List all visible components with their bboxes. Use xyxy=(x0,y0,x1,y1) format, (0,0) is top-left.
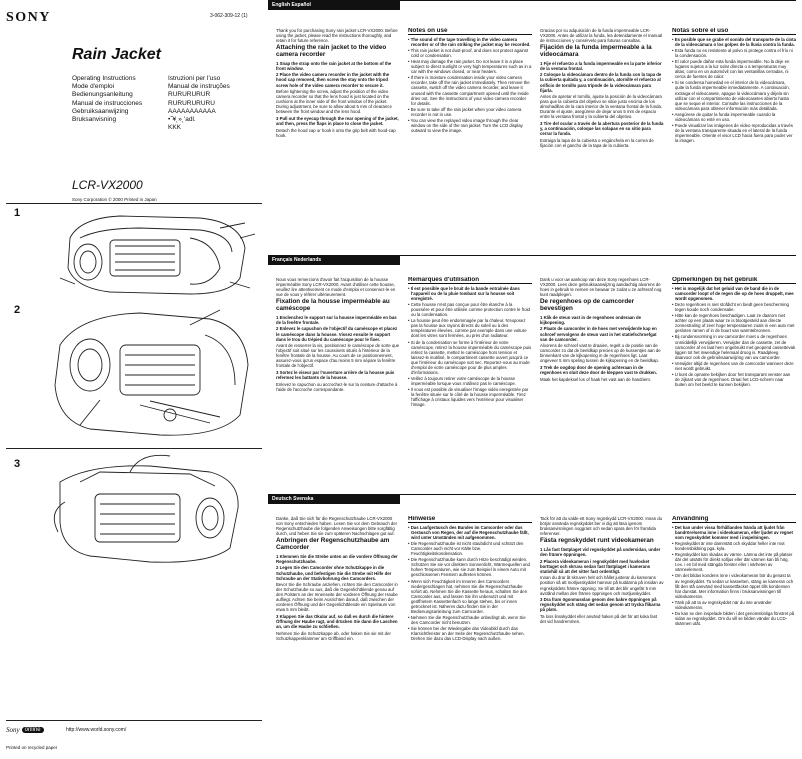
language-item: Gebruiksaanwijzing xyxy=(72,107,129,115)
language-item: Operating Instructions xyxy=(72,75,136,82)
step-3: 3 Sortez le viseur par l'ouverture arrière de la housse puis refermez les battants de la housse. xyxy=(276,370,395,381)
note-item: • Si se condensa humedad en el interior de la videocámara, quite la funda impermeable inmediatamente. A continuación, extraiga el videocasete, apague la videocámara y déjela sin utilizar con el compartimiento de videocasetes abierto hasta que se seque el interior. Consulte las instrucciones de la videocámara para obtener información más detallada. xyxy=(672,80,796,110)
divider xyxy=(532,0,796,1)
step-3-detail: Detach the hood cap or hook it onto the grip belt with hood-cap hook. xyxy=(276,127,396,138)
note-item: • If there is moisture condensation inside your video camera recorder, take off the rain jacket immediately. Then remove the cassette, switch off the video camera recorder, and leave it unused with the cassette compartment opened until the inside dries out. See the instructions of your video camera recorder for details. xyxy=(408,75,532,105)
english-instructions xyxy=(276,28,400,243)
step-2: 2 Place the video camera recorder in the jacket with the hood cap removed, then screw the stay onto the tripod screw hole of the video camera recorder to secure it. xyxy=(276,72,390,88)
french-notes xyxy=(408,277,532,482)
step-2-detail: Antes de apretar el tornillo, ajuste la posición de la videocámara para que la cubierta del objetivo se sitúe justo encima de los almohadillas de la cara interior de la ventana frontal de la funda. Durante el ajuste, asegúrese de dejar unos 5 mm de espacio entre la ventana frontal y la cubierta del objetivo. xyxy=(540,94,663,120)
note-item: • La housse peut être endommagée par la chaleur. N'exposez pas la housse aux rayons directs du soleil ou à des températures élevées, comme par exemple dans une voiture dont les vitres sont fermées, ou près d'un radiateur. xyxy=(408,318,532,338)
document-number: 3-062-309-12 (1) xyxy=(210,13,248,19)
intro-text: Thank you for purchasing Sony rain jacket LCR-VX2000. Before using the jacket, please read the instructions thoroughly, and retain it for future reference. xyxy=(276,28,398,44)
model-number: LCR-VX2000 xyxy=(72,178,143,192)
language-item: Mode d'emploi xyxy=(72,83,115,91)
step-3-detail: Nehmen Sie die Schutzkappe ab, oder haken Sie sie mit der Schutzkappenklammer am Griffband ein. xyxy=(276,630,391,641)
step-2: 2 Coloque la videocámara dentro de la funda con la tapa de la cubierta quitada y, a continuación, atornille el refuerzo al orificio de tornillo para trípode de la videocámara para fijarla. xyxy=(540,72,662,93)
figure-1-illustration xyxy=(40,208,260,300)
note-item: • Puede visualizar las imágenes de vídeo reproducidas a través de la ventana transparente situada en el lateral de la funda impermeable. Oriente el visor LCD hacia fuera para poder ver la imagen. xyxy=(672,123,796,143)
note-item: • Tänk på att ta av regnskyddet när du inte använder videokameran. xyxy=(672,600,796,610)
step-1: 1 Enclenchez le support sur la housse imperméable en bas de la fenêtre frontale. xyxy=(276,314,397,325)
step-1: 1 Snap the strap onto the rain jacket at the bottom of the front window. xyxy=(276,60,392,71)
section-heading: Anbringen der Regenschutzhaube am Camcorder xyxy=(276,537,390,551)
online-badge: online xyxy=(22,727,44,733)
figure-3-illustration xyxy=(40,452,260,572)
french-instructions xyxy=(276,277,400,482)
language-item: RURURURUR xyxy=(168,91,211,99)
divider xyxy=(6,203,262,204)
note-item: • Du kan se den inspelade bilden i det genomskinliga fönstret på sidan av regnskyddet. Om du vill se bilden vänder du LCD-skärmen utåt. xyxy=(672,611,796,626)
note-item: • Bij condensvorming in uw camcorder moet u de regenhoes onmiddellijk verwijderen. Verwijder dan de cassette, zet de camcorder af en laat hem ongebruikt met geopend cassettevak liggen tot het inwendige helemaal droog is. Raadpleeg daarvoor ook de gebruiksaanwijzing van uw camcorder. xyxy=(672,334,796,359)
note-item: • U kunt de opname bekijken door het transparant venster aan de zijkant van de regenhoes. Draai het LCD-scherm naar buiten om het beeld te kunnen bekijken. xyxy=(672,372,796,387)
step-2: 2 Placera videokameran i regnskyddet med huvlocket borttaget och skruva sedan fast fästplaget i kamerans stativhål så att det sitter fast ordentligt. xyxy=(540,558,651,574)
note-item: • El calor puede dañar esta funda impermeable. No la deje en lugares sujetos a la luz solar directa o a temperaturas muy altas, como en un automóvil con las ventanillas cerradas, ni cerca de fuentes de calor. xyxy=(672,59,796,79)
note-item: • This rain jacket is not dust-proof, and does not protect against cold or condensation. xyxy=(408,48,532,58)
step-2: 2 Legen Sie den Camcorder ohne Schutzkappe in die Schutzhaube, und befestigen Sie die Strebe mit Hilfe der Schraube an der Stativbohrung des Camcorders. xyxy=(276,565,392,581)
notes-heading: Användning xyxy=(672,516,796,523)
step-2-detail: Avant de resserrer la vis, positionnez le caméscope de sorte que l'objectif soit situé sur les coussinets situés à l'intérieur de la fenêtre frontale de la housse. Au cours de ce positionnement, assurez-vous qu'un espace d'au moins 5 mm sépare la fenêtre frontale de l'objectif. xyxy=(276,343,400,369)
step-1: 1 Klemmen Sie die Strebe unten an die vordere Öffnung der Regenschutzhaube. xyxy=(276,553,398,564)
figure-number-1: 1 xyxy=(14,207,21,219)
intro-text: Nous vous remercions d'avoir fait l'acquisition de la housse imperméable Sony LCR-VX2000. Avant d'utiliser cette housse, veuillez lire attentivement ce mode d'emploi et conservez-le en vue de vous y référer ultérieurement. xyxy=(276,277,396,298)
step-3-detail: Ta loss linsskyddet eller använd haken på det för att koka fast det vid handremmen. xyxy=(540,613,658,624)
note-item: • The sound of the tape travelling in the video camera recorder or of the rain striking the jacket may be recorded. xyxy=(408,37,532,47)
section-heading: Fijación de la funda impermeable a la videocámara xyxy=(540,44,652,58)
divider xyxy=(400,494,796,495)
language-item: Manual de instruções xyxy=(168,83,230,91)
note-item: • Heat may damage the rain jacket. Do not leave it in a place subject to direct sunlight or very high temperatures such as in a car with the windows closed, or near heaters. xyxy=(408,59,532,74)
note-item: • Si de la condensation se forme à l'intérieur de votre caméscope, retirez la housse imperméable du caméscope puis retirez la cassette, mettez le caméscope hors tension et laissez-le inutilisé, le compartiment cassette ouvert jusqu'à ce que l'intérieur du caméscope soit sec. Reportez-vous au mode d'emploi de votre caméscope pour de plus amples d'informations. xyxy=(408,340,532,375)
language-item: •˝¥˛»˛'adl. xyxy=(168,116,196,124)
step-3: 3 Dra fram ögonmusslan genom den bakre öppningen på regnskyddet och stäng det sedan genom att trycka flikarna på plats. xyxy=(540,597,661,613)
language-item: AAAAAAAAAAA xyxy=(168,107,216,115)
swedish-notes xyxy=(672,516,796,756)
note-item: • Es posible que se grabe el sonido del transporte de la cinta de la videocámara o los golpes de la lluvia contra la funda. xyxy=(672,37,796,47)
note-item: • Asegúrese de quitar la funda impermeable cuando la videocámara no esté en uso. xyxy=(672,112,796,122)
step-3: 3 Klappen Sie das Okular auf, so daß es durch die hintere Öffnung der Haube ragt, und drücken Sie dann die Laschen an, um die Haube zu schließen. xyxy=(276,614,398,630)
note-item: • Il est possible que le bruit de la bande entraînée dans l'appareil ou de la pluie tombant sur la housse soit enregistré. xyxy=(408,286,532,301)
corporation-line: Sony Corporation © 2000 Printed in Japan xyxy=(72,197,157,202)
divider xyxy=(6,448,262,449)
step-2-detail: Before tightening the screw, adjust the position of the video camera recorder so that the lens hood is just located on the cushions at the inner side of the front window of the jacket. During adjustment, be sure to allow about 5 mm of clearance between the front window and the lens hood. xyxy=(276,89,392,115)
language-bar-francais-nederlands: Français Nederlands xyxy=(268,255,400,265)
figure-2-illustration xyxy=(40,305,260,445)
notes-heading: Hinweise xyxy=(408,516,532,523)
step-3-detail: Maak het kapdeksel los of haak het vast aan de handriem. xyxy=(540,376,652,382)
step-2-detail: Alvorens de schroef vast te draaien, regelt u de positie van de camcorder zo dat de beeldkap precies op de kussentjes aan de binnenkant van de kijkopening in de regenhoes ligt. Laat ongeveer 5 mm speling tussen de kijkopening en de beeldkap. xyxy=(540,343,661,364)
note-item: • Esta funda no es resistente al polvo ni protege contra el frío ni la condensación. xyxy=(672,48,796,58)
note-item: • Het is mogelijk dat het geluid van de band die in de camcorder loopt of de regen die op de hoes druppelt, mee wordt opgenomen. xyxy=(672,286,796,301)
figure-number-3: 3 xyxy=(14,458,21,470)
notes-heading: Remarques d'utilisation xyxy=(408,277,532,284)
german-instructions xyxy=(276,516,400,756)
note-item: • Det kan under vissa förhållanden hända att ljudet från bandrörelserna inne i videokameran, eller ljudet av regnet som regnskyddet kommer med i inspelningen. xyxy=(672,525,796,540)
languages-list-left xyxy=(72,75,142,124)
step-2: 2 Plaats de camcorder in de hoes met verwijderde kap en schroef vervolgens de steun vast in het statiefschroefgat van de camcorder. xyxy=(540,326,657,342)
language-item: RURURURURU xyxy=(168,99,215,107)
step-1: 1 Lås fast fästplaget vid regnskyddet på undersidan, under den främre öppningen. xyxy=(540,546,661,558)
step-3: 3 Pull out the eyecup through the rear opening of the jacket, and then, press the flaps in place to close the jacket. xyxy=(276,115,399,127)
note-item: • Hitte kan de regenhoes beschadigen. Laat ze daarom niet achter op een plaats waar ze is blootgesteld aan directe zonnestraling of zeer hoge temperaturen zoals in een auto met gesloten ramen of in de buurt van warmtebronnen. xyxy=(672,313,796,333)
note-item: • Regnskyddet är inte dammtätt och skyddar heller inte mot kondensbildning pga. kyla. xyxy=(672,541,796,551)
intro-text: Tack för att du valde ett Sony regnskydd LCR-VX2000. Innan du börjar använda regnskyddet ber vi dig att läsa igenom bruksanvisningen noggrant och sedan spara den för framtida referenser. xyxy=(540,516,663,537)
language-item: Manual de instrucciones xyxy=(72,99,143,107)
note-item: • Die Regenschutzhaube ist nicht staubdicht und schützt den Camcorder auch nicht vor Kälte bzw. Feuchtigkeitskondensation. xyxy=(408,541,532,556)
note-item: • You can view the replayed video image through the clear window on the side of the rain jacket. Turn the LCD display outward to view the image. xyxy=(408,118,532,133)
language-item: Istruzioni per l'uso xyxy=(168,75,221,82)
notes-heading: Notas sobre el uso xyxy=(672,28,796,35)
intro-text: Dank u voor uw aankoop van deze Sony regenhoes LCR-VX2000. Lees deze gebruiksaanwijzing aandachtig alvorens de hoes in gebruik te nemen en bewaar ze zodat u ze achteraf nog kunt raadplegen. xyxy=(540,277,662,298)
note-item: • Veillez à toujours retirer votre caméscope de la housse imperméable lorsque vous n'utilisez pas le caméscope. xyxy=(408,376,532,386)
step-2-detail: Bevor Sie die Schraube anziehen, richten Sie den Camcorder in der Schutzhaube so aus, daß die Gegenlichtblende genau auf den Polstern an der Innenseite der vorderen Öffnung der Haube aufliegt. Achten Sie beim Ausrichten darauf, daß zwischen der vorderen Öffnung und der Gegenlichtblende ein Spielraum von etwa 5 mm bleibt. xyxy=(276,582,398,613)
dutch-notes xyxy=(672,277,796,482)
product-title: Rain Jacket xyxy=(72,46,161,63)
notes-heading: Notes on use xyxy=(408,28,532,35)
recycled-paper-note: Printed on recycled paper xyxy=(6,745,58,750)
step-2-detail: Innan du drar åt skruven helt och hållet justerar du kamerans position så att motljusskyddet hamnar på kuddarna på insidan av regnskyddets främre öppning. Se till att det blir ungefär 5 mm avstånd mellan den främre öppningen och motljusskyddet. xyxy=(540,575,664,596)
note-item: • Sie können bei der Wiedergabe das Videobild durch das Klarsichtfenster an der Seite der Regenschutzhaube sehen. Drehen Sie dazu das LCD-Display nach außen. xyxy=(408,626,532,641)
note-item: • Die Regenschutzhaube kann durch Hitze beschädigt werden. Schützen Sie sie vor direktem Sonnenlicht, Wärmequellen und hohen Temperaturen, wie sie zum Beispiel in einem Auto mit geschlossenen Fenstern auftreten können. xyxy=(408,557,532,577)
note-item: • Verwijder altijd de regenhoes van de camcorder wanneer deze niet wordt gebruikt. xyxy=(672,361,796,371)
german-notes xyxy=(408,516,532,756)
intro-text: Danke, daß Sie sich für die Regenschutzhaube LCR-VX2000 von Sony entschieden haben. Lesen Sie vor dem Gebrauch der Regenschutzhaube die folgenden Anweisungen bitte sorgfältig durch, und heben Sie sie zum späteren Nachschlagen gut auf. xyxy=(276,516,398,537)
step-3: 3 Tire del ocular a través de la abertura posterior de la funda y, a continuación, coloque las solapas en su sitio para cerrar la funda. xyxy=(540,121,664,137)
step-1: 1 Klik de steun vast in de regenhoes onderaan de kijkopening. xyxy=(540,314,642,325)
note-item: • Deze regenhoes is niet stofdicht en biedt geen bescherming tegen koude noch condensatie. xyxy=(672,302,796,312)
divider xyxy=(400,0,532,1)
section-heading: De regenhoes op de camcorder bevestigen xyxy=(540,298,635,312)
divider xyxy=(6,720,262,721)
note-item: • Cette housse n'est pas conçue pour être étanche à la poussière et pour être utilisée comme protection contre le froid ou la condensation. xyxy=(408,302,532,317)
note-item: • Wenn sich Feuchtigkeit im Inneren des Camcorders niedergeschlagen hat, nehmen Sie die Regenschutzhaube sofort ab. Nehmen Sie die Kassette heraus, schalten Sie den Camcorder aus, und lassen Sie ihn unbenutzt und mit geöffnetem Kassettenfach so lange stehen, bis er innen getrocknet ist. Näheres dazu finden Sie in der Bedienungsanleitung zum Camcorder. xyxy=(408,579,532,614)
note-item: • Il vous est possible de visualiser l'image vidéo enregistrée par la fenêtre située sur le côté de la housse imperméable. Tirez l'affichage à cristaux liquides vers l'extérieur pour visualiser l'image. xyxy=(408,387,532,407)
section-heading: Fixation de la housse imperméable au caméscope xyxy=(276,298,390,312)
step-2: 2 Enlevez le capuchon de l'objectif du caméscope et placez le caméscope dans la housse. Vissez ensuite le support dans le trou du trépied du caméscope pour le fixer. xyxy=(276,326,398,342)
divider xyxy=(400,255,796,256)
language-item: Bedienungsanleitung xyxy=(72,91,133,99)
swedish-instructions xyxy=(540,516,664,756)
spanish-instructions xyxy=(540,28,664,243)
step-1: 1 Fije el refuerzo a la funda impermeable en la parte inferior de la ventana frontal. xyxy=(540,60,662,71)
spanish-notes xyxy=(672,28,796,243)
note-item: • Be sure to take off the rain jacket when your video camera recorder is not in use. xyxy=(408,107,532,117)
dutch-instructions xyxy=(540,277,664,482)
intro-text: Gracias por su adquisición de la funda impermeable LCR-VX2000. Antes de utilizar la funda, lea detenidamente el manual de instrucciones y consérvelo para futuras consultas. xyxy=(540,28,663,44)
note-item: • Om det bildas kondens inne i videokameran bör du genast ta av regnskyddet. Ta sedan ur kassetten, stäng av kameran och låt den stå oanvänd med kassettfacket öppet tills kondensen har dunstat. Mer information finns i bruksanvisningen till videokameran. xyxy=(672,573,796,598)
sony-online-logo xyxy=(6,726,44,734)
languages-list-right xyxy=(168,75,230,132)
language-bar-deutsch-svenska: Deutsch Svenska xyxy=(268,494,400,504)
language-bar-english-espanol: English Español xyxy=(268,0,400,10)
step-3: 3 Trek de oogdop door de opening achteraan in de regenhoes en sluit deze door de kleppen vast te drukken. xyxy=(540,364,658,376)
language-item: KKK xyxy=(168,124,182,132)
figure-number-2: 2 xyxy=(14,304,21,316)
step-3-detail: Extraiga la tapa de la cubierta o engánchela en la correa de fijación con el gancho de la tapa de la cubierta. xyxy=(540,137,654,148)
sony-logo: SONY xyxy=(6,10,51,25)
language-item: Bruksanvisning xyxy=(72,116,117,124)
english-notes xyxy=(408,28,532,243)
note-item: • Regnskyddet kan skadas av värme. Lämna det inte på platser där det utsätts för direkt solljus eller där värmen kan bli hög, t.ex. i en bil med stängda fönster eller i närheten av värmeelement. xyxy=(672,552,796,572)
note-item: • Das Laufgeräusch des Bandes im Camcorder oder das Geräusch von Regen, der auf die Regenschutzhaube fällt, wird unter Umständen mit aufgenommen. xyxy=(408,525,532,540)
website-url[interactable]: http://www.world.sony.com/ xyxy=(66,727,127,733)
notes-heading: Opmerkingen bij het gebruik xyxy=(672,277,796,284)
note-item: • Nehmen Sie die Regenschutzhaube unbedingt ab, wenn Sie den Camcorder nicht benutzen. xyxy=(408,615,532,625)
step-3-detail: Enlevez le capuchon ou accrochez-le sur la ceinture d'attache à l'aide de l'accroche correspondante. xyxy=(276,381,398,392)
section-heading: Fästa regnskyddet runt videokameran xyxy=(540,537,654,545)
sony-online-word: Sony xyxy=(6,726,20,734)
section-heading: Attaching the rain jacket to the video camera recorder xyxy=(276,44,387,58)
